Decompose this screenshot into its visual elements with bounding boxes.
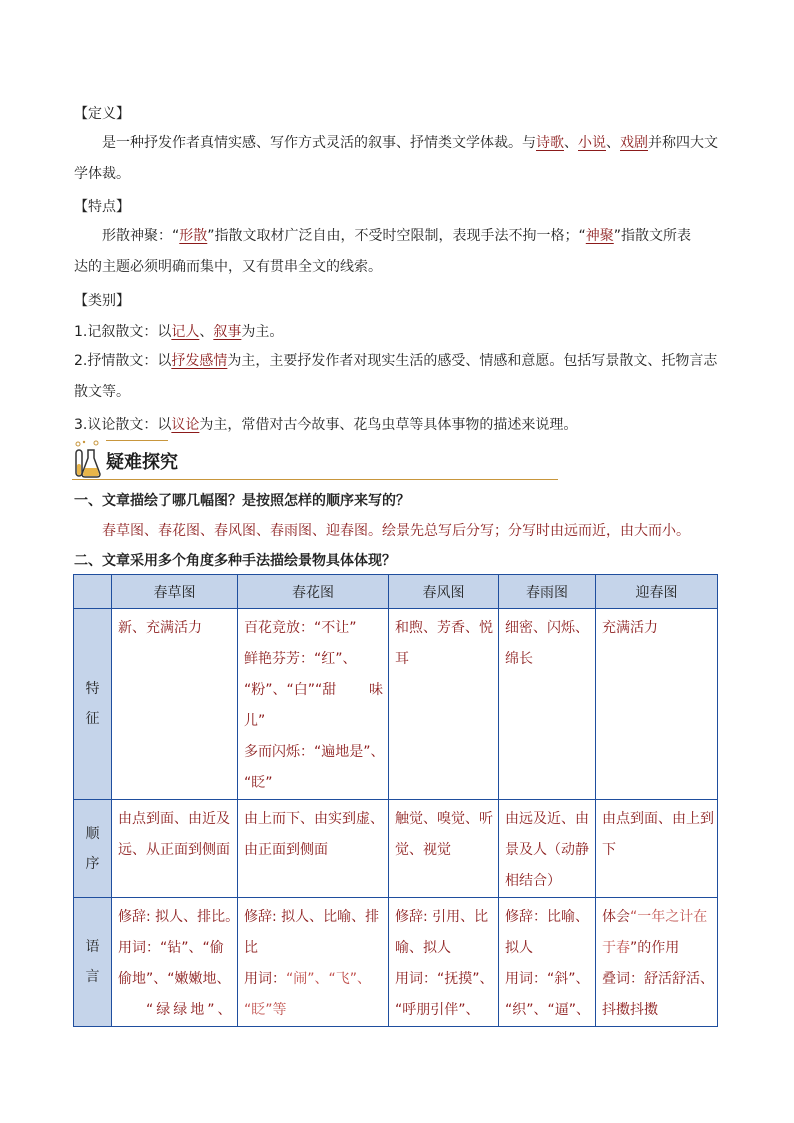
link-novel[interactable]: 小说 — [578, 135, 606, 151]
definition-heading: 【定义】 — [74, 106, 130, 122]
table-row-language — [74, 898, 718, 1027]
row-label-order: 顺 序 — [74, 800, 112, 898]
question-2: 二、文章采用多个角度多种手法描绘景物具体体现？ — [74, 553, 396, 569]
definition-paragraph: 是一种抒发作者真情实感、写作方式灵活的叙事、抒情类文学体裁。与诗歌、小说、戏剧并称四大文 学体裁。 — [74, 135, 718, 182]
link-drama[interactable]: 戏剧 — [620, 135, 648, 151]
row-label-language: 语 言 — [74, 898, 112, 1027]
answer-1: 春草图、春花图、春风图、春雨图、迎春图。绘景先总写后分写；分写时由远而近，由大而小。 — [102, 523, 690, 539]
header-chunyu: 春雨图 — [499, 575, 596, 609]
section-banner — [72, 440, 558, 480]
banner-top-rule — [106, 440, 168, 441]
category-item-1: 1.记叙散文：以记人、叙事为主。 — [74, 324, 284, 340]
categories-heading: 【类别】 — [74, 293, 130, 309]
cell-features-chunhua: 百花竞放：“不让” 鲜艳芬芳：“红”、 “粉”、“白”“甜 味 儿” 多而闪烁：“遍地是”、 “眨” — [238, 609, 389, 800]
header-corner — [74, 575, 112, 609]
table-row-features — [74, 609, 718, 800]
header-yingchun: 迎春图 — [596, 575, 718, 609]
header-chunfeng: 春风图 — [389, 575, 499, 609]
term-xingsan[interactable]: 形散 — [179, 228, 208, 244]
term-shufaganqing[interactable]: 抒发感情 — [171, 353, 228, 369]
cell-features-chuncao: 新、充满活力 — [112, 609, 238, 800]
term-jiren[interactable]: 记人 — [171, 324, 200, 340]
banner-bottom-rule — [72, 479, 558, 480]
category-item-3: 3.议论散文：以议论为主，常借对古今故事、花鸟虫草等具体事物的描述来说理。 — [74, 417, 578, 433]
features-paragraph: 形散神聚：“形散”指散文取材广泛自由，不受时空限制，表现手法不拘一格；“神聚”指散文所表 达的主题必须明确而集中，又有贯串全文的线索。 — [74, 228, 692, 275]
cell-language-chunyu: 修辞：比喻、 拟人 用词：“斜”、 “织”、“逼”、 — [499, 898, 596, 1027]
category-item-2: 2.抒情散文：以抒发感情为主，主要抒发作者对现实生活的感受、情感和意愿。包括写景散文、托物言志 散文等。 — [74, 353, 718, 400]
cell-features-yingchun: 充满活力 — [596, 609, 718, 800]
cell-language-yingchun: 体会“一年之计在 于春”的作用 叠词：舒活舒活、 抖擞抖擞 — [596, 898, 718, 1027]
cell-order-chunhua: 由上而下、由实到虚、 由正面到侧面 — [238, 800, 389, 898]
cell-language-chunhua: 修辞: 拟人、比喻、排 比 用词：“闹”、“飞”、 “眨”等 — [238, 898, 389, 1027]
term-shenju[interactable]: 神聚 — [585, 228, 614, 244]
flask-icon — [72, 440, 104, 480]
term-xushi[interactable]: 叙事 — [213, 324, 242, 340]
cell-order-chunfeng: 触觉、嗅觉、听 觉、视觉 — [389, 800, 499, 898]
table-row-order — [74, 800, 718, 898]
cell-language-chuncao: 修辞: 拟人、排比。 用词：“钻”、“偷 偷地”、“嫩嫩地、 “绿绿地”、 — [112, 898, 238, 1027]
cell-features-chunyu: 细密、闪烁、 绵长 — [499, 609, 596, 800]
features-heading: 【特点】 — [74, 199, 130, 215]
cell-language-chunfeng: 修辞: 引用、比 喻、拟人 用词：“抚摸”、 “呼朋引伴”、 — [389, 898, 499, 1027]
scenery-table — [73, 574, 718, 1027]
row-label-features: 特 征 — [74, 609, 112, 800]
section-title: 疑难探究 — [106, 452, 178, 473]
cell-order-chuncao: 由点到面、由近及 远、从正面到侧面 — [112, 800, 238, 898]
header-chunhua: 春花图 — [238, 575, 389, 609]
cell-features-chunfeng: 和煦、芳香、悦 耳 — [389, 609, 499, 800]
table-header-row — [74, 575, 718, 609]
term-yilun[interactable]: 议论 — [171, 417, 200, 433]
header-chuncao: 春草图 — [112, 575, 238, 609]
link-poetry[interactable]: 诗歌 — [536, 135, 564, 151]
cell-order-chunyu: 由远及近、由 景及人（动静 相结合） — [499, 800, 596, 898]
question-1: 一、文章描绘了哪几幅图？是按照怎样的顺序来写的？ — [74, 493, 410, 509]
cell-order-yingchun: 由点到面、由上到 下 — [596, 800, 718, 898]
